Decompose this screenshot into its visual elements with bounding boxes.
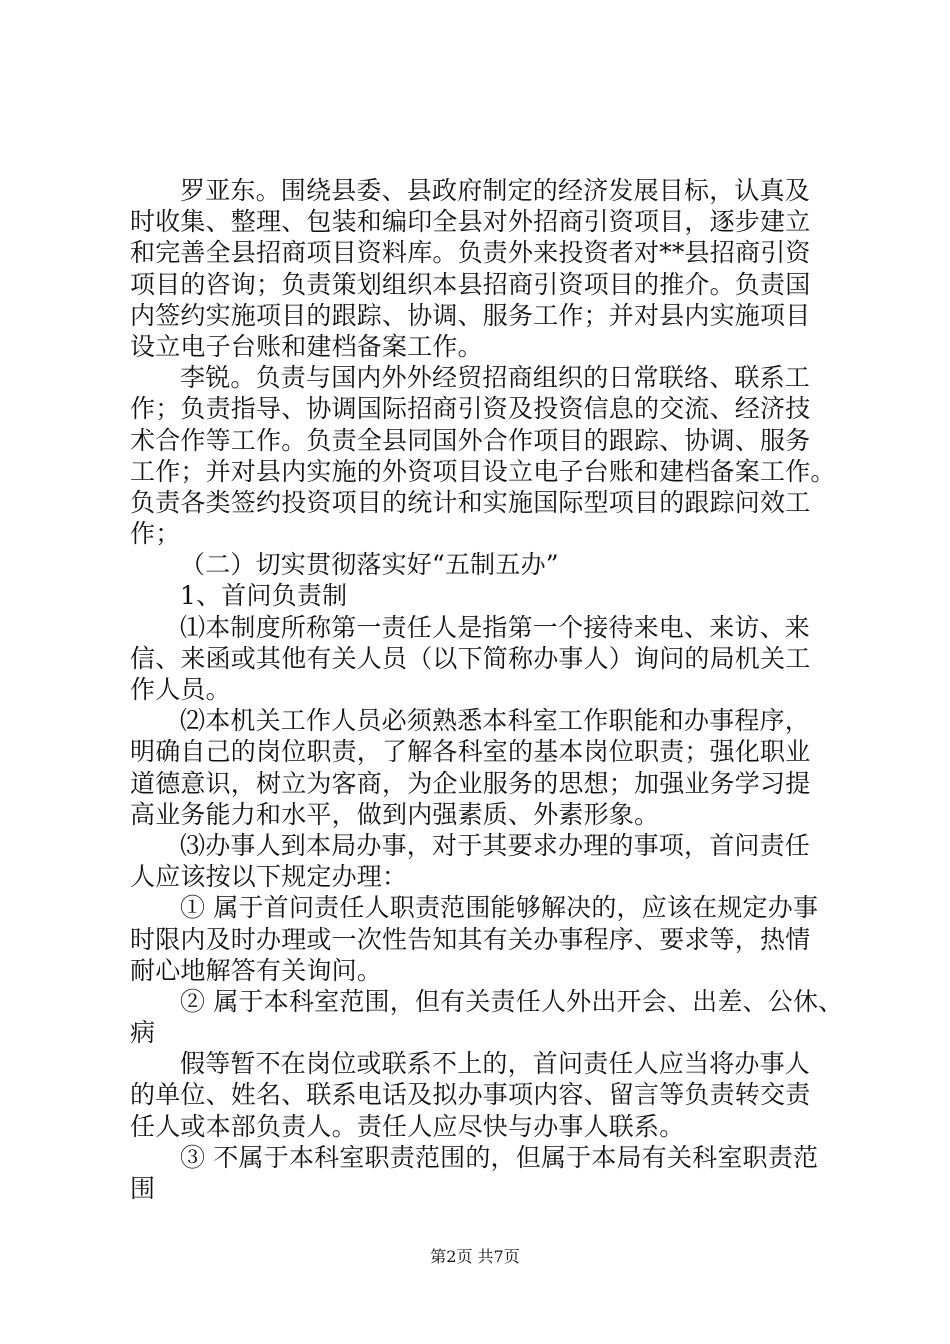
text-line: 1、首问负责制: [180, 581, 348, 611]
text-line: 病: [130, 1018, 156, 1048]
text-line: 围: [130, 1174, 156, 1203]
text-line: 工作；并对县内实施的外资项目设立电子台账和建档备案工作。: [130, 456, 836, 486]
text-line: 耐心地解答有关询问。: [130, 955, 383, 985]
text-line: 人应该按以下规定办理：: [130, 862, 408, 892]
text-line: 作人员。: [130, 675, 231, 704]
document-body: [130, 175, 844, 1204]
text-line: 负责各类签约投资项目的统计和实施国际型项目的跟踪问效工: [130, 487, 811, 517]
text-line: ③ 不属于本科室职责范围的，但属于本局有关科室职责范: [180, 1142, 819, 1172]
text-line: ⑴本制度所称第一责任人是指第一个接待来电、来访、来: [180, 612, 811, 642]
text-line: 作；负责指导、协调国际招商引资及投资信息的交流、经济技: [130, 394, 811, 424]
text-line: 李锐。负责与国内外外经贸招商组织的日常联络、联系工: [180, 363, 811, 393]
text-line: 和完善全县招商项目资料库。负责外来投资者对**县招商引资: [130, 238, 811, 268]
text-line: 明确自己的岗位职责，了解各科室的基本岗位职责；强化职业: [130, 737, 811, 767]
text-line: （二）切实贯彻落实好“五制五办”: [180, 550, 559, 580]
text-line: 项目的咨询；负责策划组织本县招商引资项目的推介。负责国: [130, 269, 811, 299]
text-line: 假等暂不在岗位或联系不上的，首问责任人应当将办事人: [180, 1049, 811, 1079]
text-line: 任人或本部负责人。责任人应尽快与办事人联系。: [130, 1111, 685, 1141]
text-line: 作；: [130, 519, 181, 549]
text-line: ⑶办事人到本局办事，对于其要求办理的事项，首问责任: [180, 830, 811, 860]
text-line: ② 属于本科室范围，但有关责任人外出开会、出差、公休、: [180, 986, 844, 1016]
page-footer: 第2页 共7页: [430, 1247, 520, 1266]
text-line: ① 属于首问责任人职责范围能够解决的，应该在规定办事: [180, 893, 819, 923]
text-line: 道德意识，树立为客商，为企业服务的思想；加强业务学习提: [130, 768, 811, 798]
text-line: 时收集、整理、包装和编印全县对外招商引资项目，逐步建立: [130, 207, 811, 237]
text-line: 罗亚东。围绕县委、县政府制定的经济发展目标，认真及: [180, 176, 811, 205]
text-line: ⑵本机关工作人员必须熟悉本科室工作职能和办事程序，: [180, 706, 811, 736]
text-line: 内签约实施项目的跟踪、协调、服务工作；并对县内实施项目: [130, 300, 811, 330]
text-line: 设立电子台账和建档备案工作。: [130, 331, 483, 361]
text-line: 术合作等工作。负责全县同国外合作项目的跟踪、协调、服务: [130, 425, 811, 455]
text-line: 时限内及时办理或一次性告知其有关办事程序、要求等，热情: [130, 924, 811, 954]
text-line: 高业务能力和水平，做到内强素质、外素形象。: [130, 799, 660, 829]
text-line: 的单位、姓名、联系电话及拟办事项内容、留言等负责转交责: [130, 1080, 811, 1110]
text-line: 信、来函或其他有关人员（以下简称办事人）询问的局机关工: [130, 643, 811, 673]
